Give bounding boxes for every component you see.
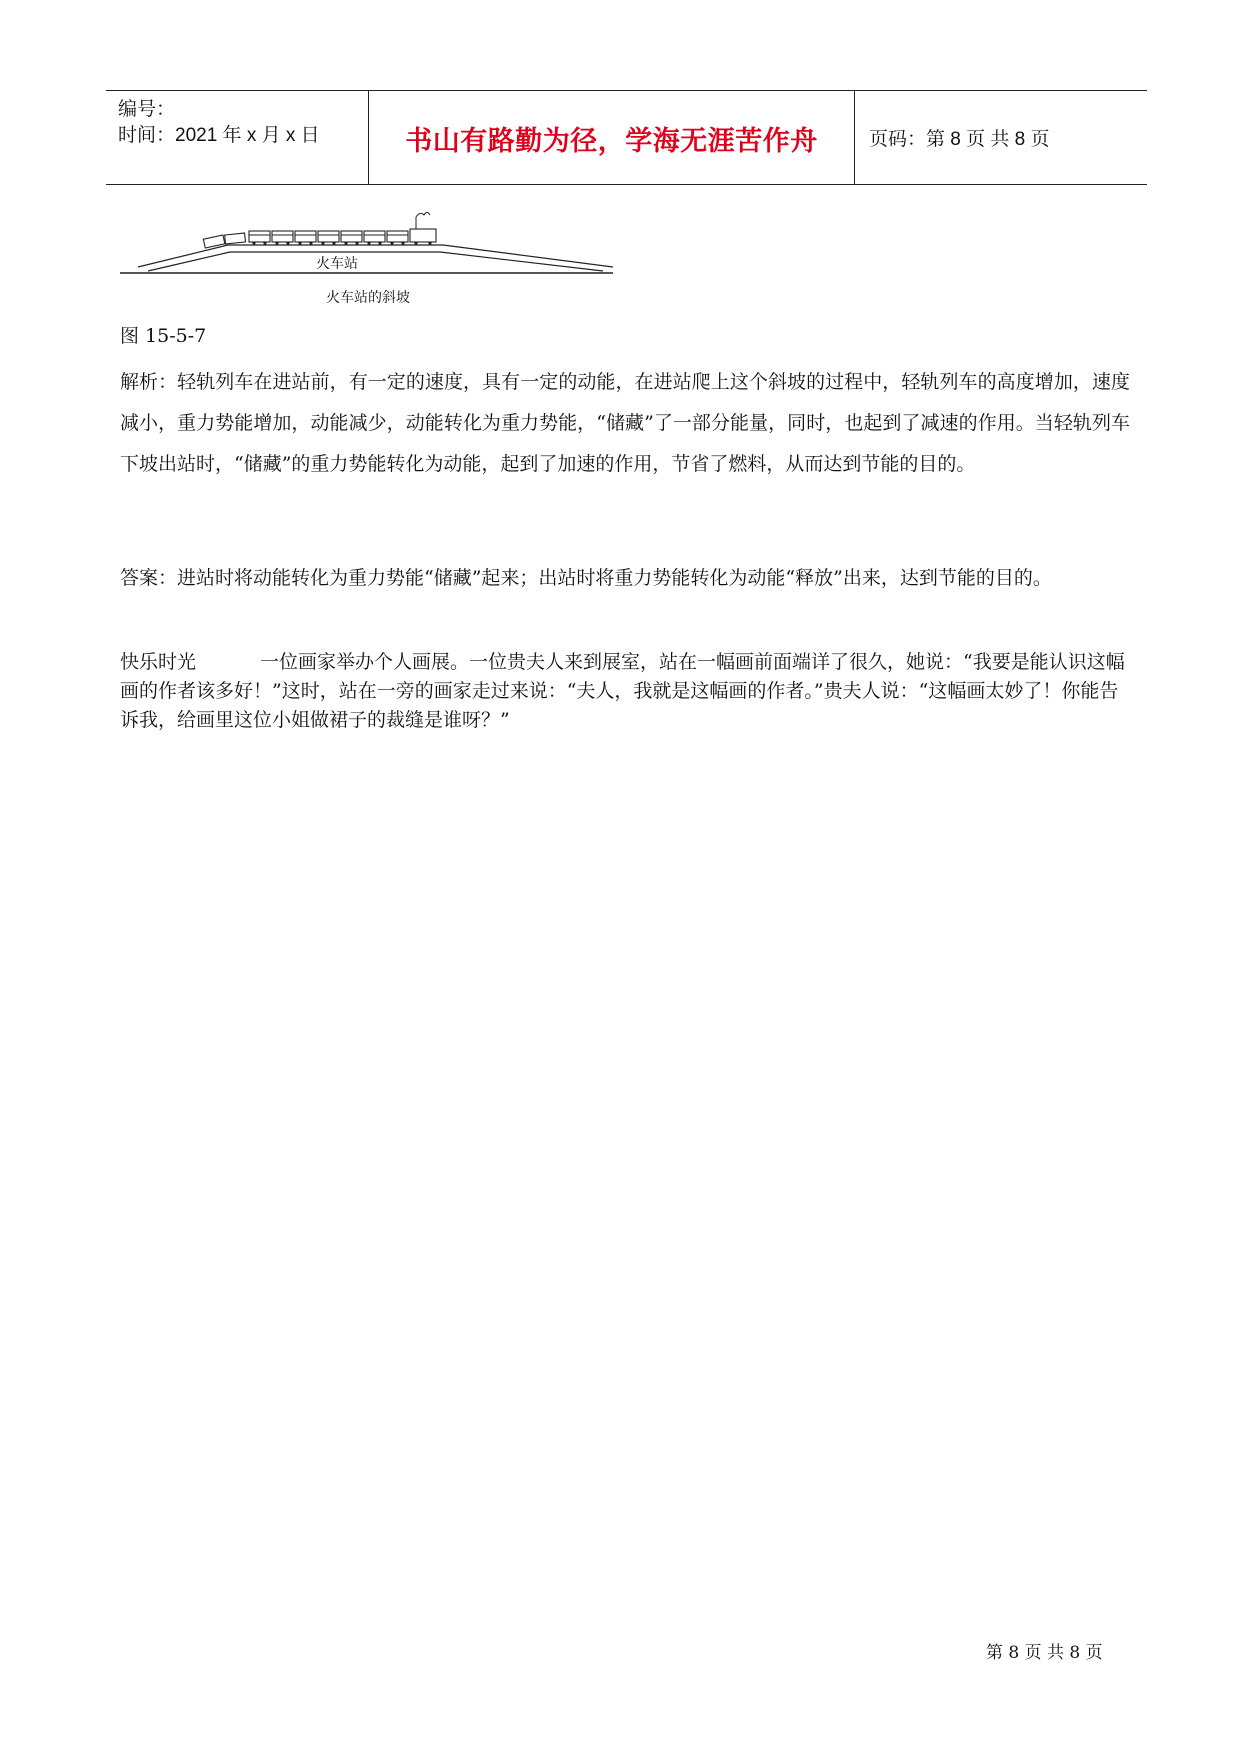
analysis-paragraph: 解析：轻轨列车在进站前，有一定的速度，具有一定的动能，在进站爬上这个斜坡的过程中，轻轨列车的高度增加，速度减小，重力势能增加，动能减少，动能转化为重力势能，“储藏”了一部分能量，同时，也起到了减速的作用。当轻轨列车下坡出站时，“储藏”的重力势能转化为动能，起到了加速的作用，节省了燃料，从而达到节能的目的。 — [120, 371, 1130, 475]
page-label: 页码：第 8 页 共 8 页 — [869, 129, 1050, 150]
time-label: 时间：2021 年 x 月 x 日 — [118, 125, 320, 146]
train-slope-figure — [118, 205, 618, 315]
figure-number: 图 15-5-7 — [120, 325, 207, 347]
train-on-slope-drawing — [118, 205, 618, 285]
station-label: 火车站 — [316, 256, 358, 272]
joke-label: 快乐时光 — [120, 651, 197, 673]
joke-text: 一位画家举办个人画展。一位贵夫人来到展室，站在一幅画前面端详了很久，她说：“我要是能认识这幅画的作者该多好！”这时，站在一旁的画家走过来说：“夫人，我就是这幅画的作者。”贵夫人说：“这幅画太妙了！你能告诉我，给画里这位小姐做裙子的裁缝是谁呀？” — [120, 651, 1125, 731]
number-label: 编号： — [118, 99, 176, 120]
header-motto-cell — [368, 91, 855, 184]
motto-text: 书山有路勤为径，学海无涯苦作舟 — [405, 126, 818, 157]
header-table — [106, 90, 1147, 185]
header-page-cell — [855, 91, 1147, 184]
answer-paragraph: 答案：进站时将动能转化为重力势能“储藏”起来；出站时将重力势能转化为动能“释放”出来，达到节能的目的。 — [120, 567, 1052, 589]
figure-caption: 火车站的斜坡 — [326, 290, 410, 306]
header-info-cell — [106, 91, 368, 184]
joke-paragraph — [120, 648, 1130, 735]
page-footer: 第 8 页 共 8 页 — [986, 1643, 1103, 1663]
